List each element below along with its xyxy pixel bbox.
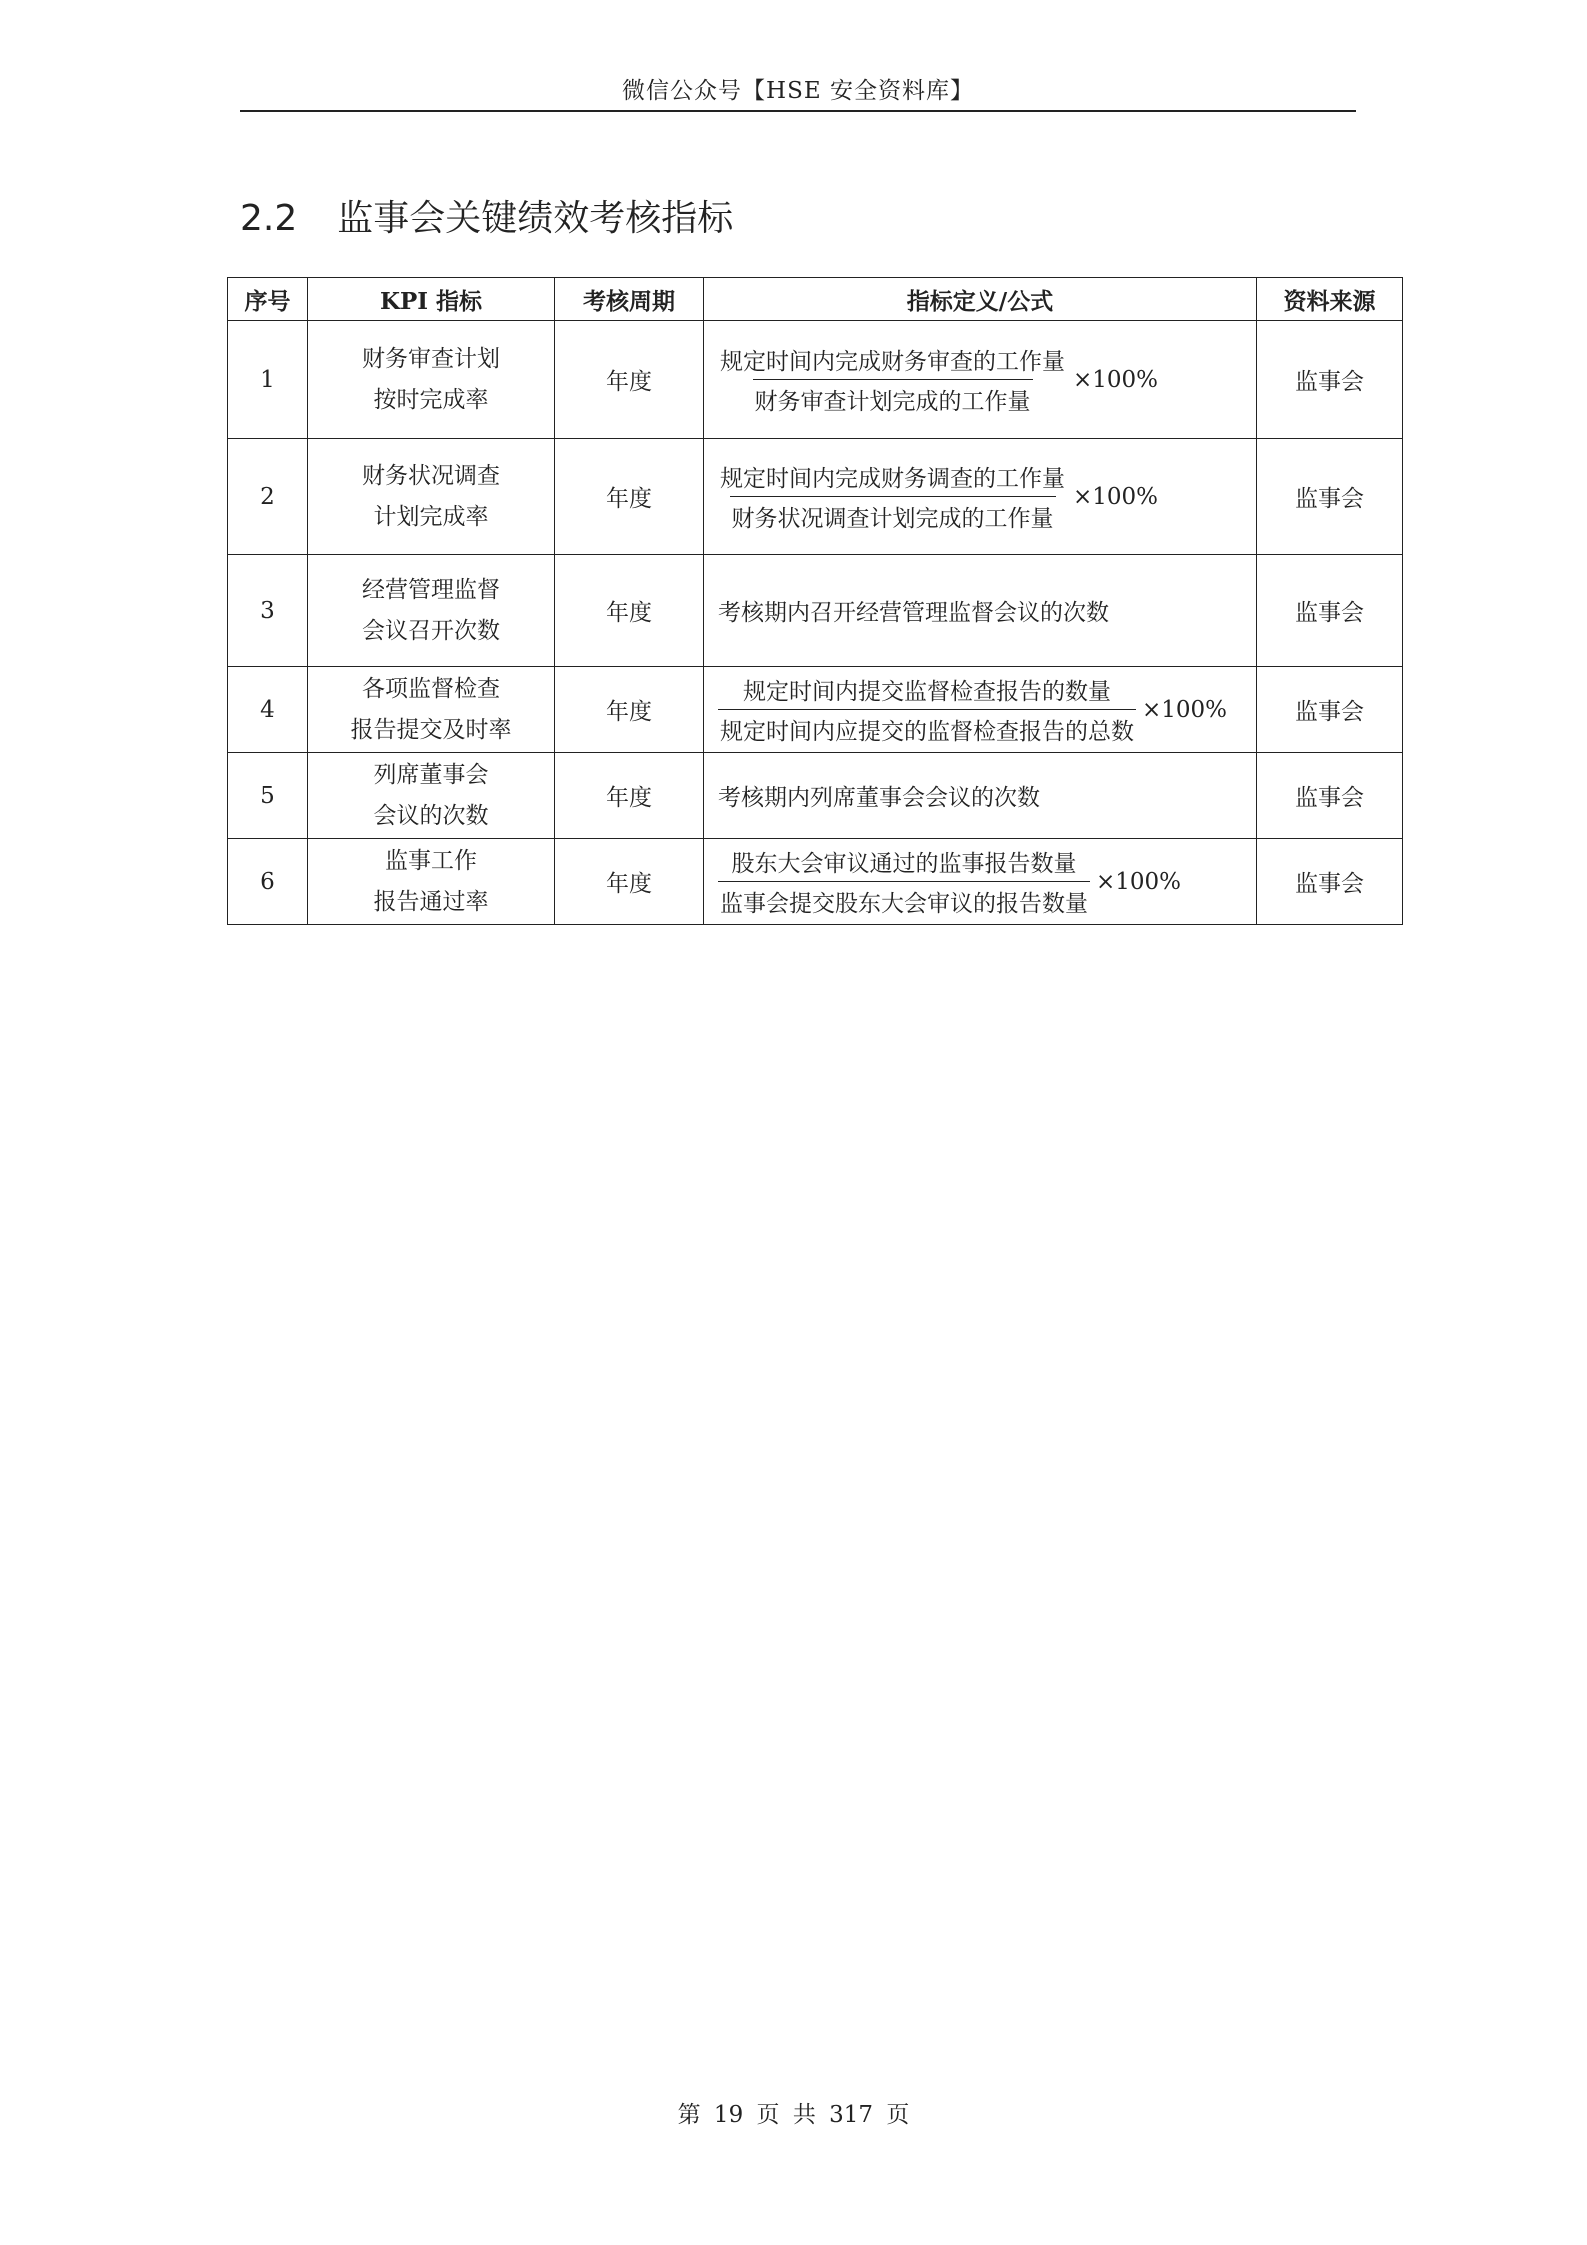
- multiplier: ×100%: [1142, 696, 1228, 723]
- fraction: [718, 673, 1136, 746]
- data-source: 监事会: [1257, 439, 1403, 555]
- denominator: 财务状况调查计划完成的工作量: [730, 496, 1056, 533]
- formula-cell: [704, 439, 1257, 555]
- data-source: 监事会: [1257, 555, 1403, 667]
- kpi-name-line: 经营管理监督: [362, 576, 500, 603]
- kpi-name: [308, 753, 555, 839]
- period: 年度: [555, 839, 704, 925]
- formula: [718, 460, 1158, 533]
- formula: [718, 673, 1227, 746]
- formula: [718, 343, 1158, 416]
- data-source: 监事会: [1257, 839, 1403, 925]
- kpi-name-line: 财务审查计划: [362, 345, 500, 372]
- header-divider: [240, 110, 1356, 112]
- numerator: 规定时间内完成财务调查的工作量: [720, 466, 1065, 492]
- kpi-name-line: 会议召开次数: [362, 617, 500, 644]
- period: 年度: [555, 555, 704, 667]
- denominator: 监事会提交股东大会审议的报告数量: [718, 881, 1090, 918]
- row-number: 2: [228, 439, 308, 555]
- row-number: 6: [228, 839, 308, 925]
- data-source: 监事会: [1257, 321, 1403, 439]
- table-row: [228, 667, 1403, 753]
- table-header-row: [228, 278, 1403, 321]
- denominator: 财务审查计划完成的工作量: [753, 379, 1033, 416]
- kpi-name-line: 报告提交及时率: [350, 716, 512, 743]
- fraction: [718, 845, 1090, 918]
- page-footer: 第 19 页 共 317 页: [677, 2102, 910, 2128]
- numerator: 规定时间内提交监督检查报告的数量: [743, 679, 1111, 705]
- multiplier: ×100%: [1096, 868, 1182, 895]
- page-header: 微信公众号【HSE 安全资料库】: [622, 78, 974, 104]
- period: 年度: [555, 439, 704, 555]
- col-header-kpi: KPI 指标: [308, 278, 555, 321]
- multiplier: ×100%: [1073, 366, 1159, 393]
- kpi-name: [308, 839, 555, 925]
- kpi-name: [308, 439, 555, 555]
- kpi-name: [308, 321, 555, 439]
- kpi-name: [308, 667, 555, 753]
- section-number: 2.2: [240, 198, 298, 239]
- period: 年度: [555, 321, 704, 439]
- data-source: 监事会: [1257, 667, 1403, 753]
- kpi-name-line: 计划完成率: [373, 503, 489, 530]
- kpi-name-line: 各项监督检查: [362, 675, 500, 702]
- fraction: [718, 343, 1067, 416]
- table-row: [228, 321, 1403, 439]
- row-number: 4: [228, 667, 308, 753]
- kpi-name-line: 按时完成率: [373, 386, 489, 413]
- definition-text: 考核期内列席董事会会议的次数: [704, 753, 1257, 839]
- col-header-definition: 指标定义/公式: [704, 278, 1257, 321]
- formula-cell: [704, 667, 1257, 753]
- table-row: [228, 753, 1403, 839]
- section-heading: [240, 190, 733, 241]
- formula-cell: [704, 839, 1257, 925]
- row-number: 5: [228, 753, 308, 839]
- kpi-name-line: 会议的次数: [373, 802, 489, 829]
- definition-text: 考核期内召开经营管理监督会议的次数: [704, 555, 1257, 667]
- kpi-name-line: 报告通过率: [373, 888, 489, 915]
- data-source: 监事会: [1257, 753, 1403, 839]
- col-header-source: 资料来源: [1257, 278, 1403, 321]
- table-row: [228, 839, 1403, 925]
- table-row: [228, 439, 1403, 555]
- kpi-name-line: 财务状况调查: [362, 462, 500, 489]
- period: 年度: [555, 667, 704, 753]
- numerator: 规定时间内完成财务审查的工作量: [720, 349, 1065, 375]
- table-row: [228, 555, 1403, 667]
- row-number: 3: [228, 555, 308, 667]
- kpi-table: [227, 277, 1403, 925]
- col-header-period: 考核周期: [555, 278, 704, 321]
- denominator: 规定时间内应提交的监督检查报告的总数: [718, 709, 1136, 746]
- formula-cell: [704, 321, 1257, 439]
- period: 年度: [555, 753, 704, 839]
- formula: [718, 845, 1181, 918]
- multiplier: ×100%: [1073, 483, 1159, 510]
- section-title: 监事会关键绩效考核指标: [337, 198, 734, 239]
- col-header-no: 序号: [228, 278, 308, 321]
- kpi-name: [308, 555, 555, 667]
- row-number: 1: [228, 321, 308, 439]
- kpi-name-line: 监事工作: [385, 847, 477, 874]
- kpi-name-line: 列席董事会: [373, 761, 489, 788]
- fraction: [718, 460, 1067, 533]
- numerator: 股东大会审议通过的监事报告数量: [731, 851, 1077, 877]
